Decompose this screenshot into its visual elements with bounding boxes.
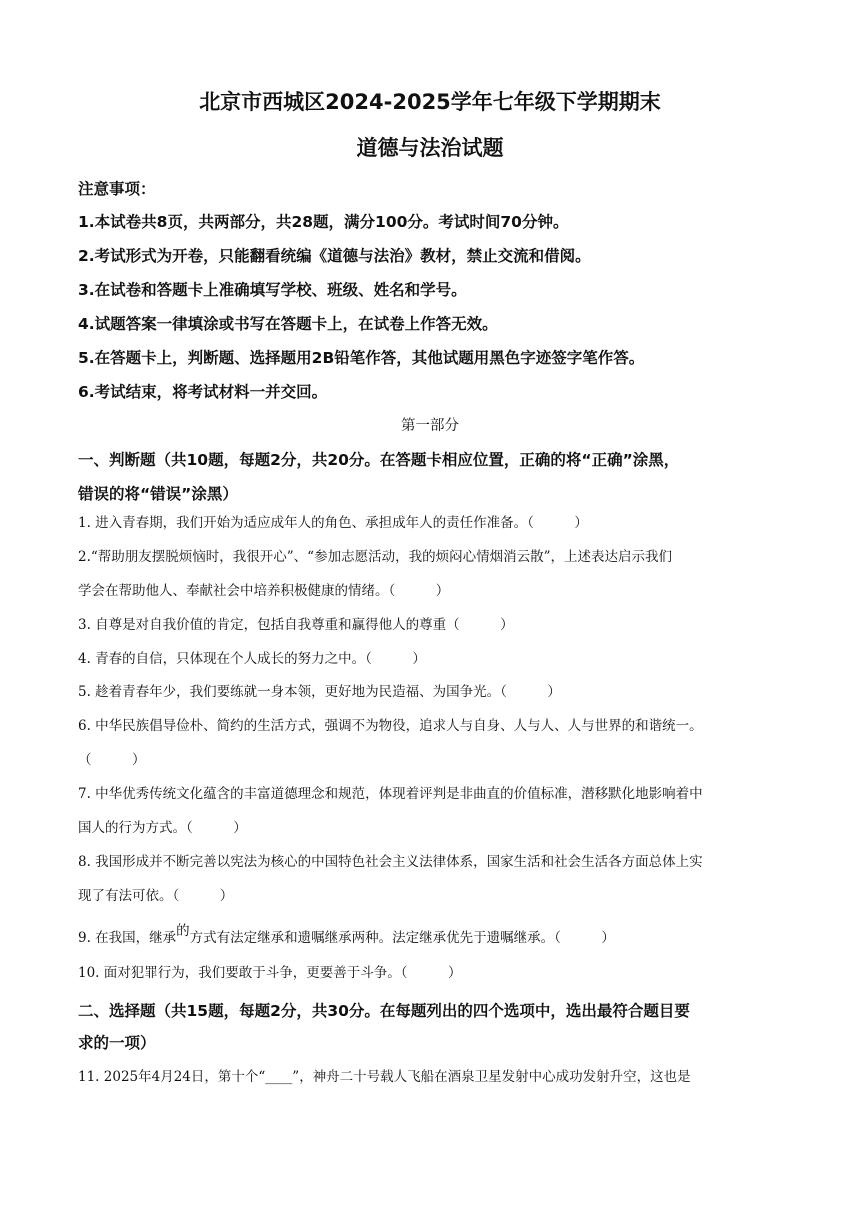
question-7: 7. 中华优秀传统文化蕴含的丰富道德理念和规范，体现着评判是非曲直的价值标准，潜移默化地影响着中 — [78, 786, 703, 802]
note-item: 2.考试形式为开卷，只能翻看统编《道德与法治》教材，禁止交流和借阅。 — [78, 247, 591, 265]
note-item: 4.试题答案一律填涂或书写在答题卡上，在试卷上作答无效。 — [78, 315, 498, 333]
question-11: 11. 2025年4月24日，第十个“____”，神舟二十号载人飞船在酒泉卫星发射中心成功发射升空，这也是 — [78, 1069, 691, 1085]
section-one-heading-cont: 错误的将“错误”涂黑） — [78, 485, 238, 503]
question-2-cont: 学会在帮助他人、奉献社会中培养积极健康的情绪。（ ） — [78, 583, 450, 599]
question-5: 5. 趁着青春年少，我们要练就一身本领，更好地为民造福、为国争光。（ ） — [78, 684, 561, 700]
notes-heading: 注意事项： — [78, 180, 156, 198]
question-9-part-b: 方式有法定继承和遗嘱继承两种。法定继承优先于遗嘱继承。（ ） — [189, 930, 615, 946]
section-two-heading-cont: 求的一项） — [78, 1034, 156, 1052]
part-one-label: 第一部分 — [401, 418, 459, 434]
exam-subtitle: 道德与法治试题 — [356, 136, 504, 160]
note-item: 1.本试卷共8页，共两部分，共28题，满分100分。考试时间70分钟。 — [78, 213, 569, 231]
question-6: 6. 中华民族倡导俭朴、简约的生活方式，强调不为物役，追求人与自身、人与人、人与世界的和谐统一。 — [78, 718, 703, 734]
question-4: 4. 青春的自信，只体现在个人成长的努力之中。（ ） — [78, 651, 426, 667]
question-9-raised-char: 的 — [176, 923, 190, 939]
note-item: 3.在试卷和答题卡上准确填写学校、班级、姓名和学号。 — [78, 281, 467, 299]
exam-title: 北京市西城区2024-2025学年七年级下学期期末 — [199, 90, 661, 114]
question-9-part-a: 9. 在我国，继承 — [78, 930, 177, 946]
question-9 — [78, 922, 778, 955]
question-8-cont: 现了有法可依。（ ） — [78, 888, 234, 904]
note-item: 5.在答题卡上，判断题、选择题用2B铅笔作答，其他试题用黑色字迹签字笔作答。 — [78, 349, 645, 367]
question-6-cont: （ ） — [78, 752, 146, 768]
note-item: 6.考试结束，将考试材料一并交回。 — [78, 383, 328, 401]
question-10: 10. 面对犯罪行为，我们要敢于斗争，更要善于斗争。（ ） — [78, 965, 462, 981]
question-1: 1. 进入青春期，我们开始为适应成年人的角色、承担成年人的责任作准备。（ ） — [78, 515, 588, 531]
question-3: 3. 自尊是对自我价值的肯定，包括自我尊重和赢得他人的尊重（ ） — [78, 617, 514, 633]
section-one-heading: 一、判断题（共10题，每题2分，共20分。在答题卡相应位置，正确的将“正确”涂黑， — [78, 451, 680, 469]
question-8: 8. 我国形成并不断完善以宪法为核心的中国特色社会主义法律体系，国家生活和社会生活各方面总体上实 — [78, 854, 703, 870]
section-two-heading: 二、选择题（共15题，每题2分，共30分。在每题列出的四个选项中，选出最符合题目要 — [78, 1002, 690, 1020]
question-7-cont: 国人的行为方式。（ ） — [78, 820, 247, 836]
question-2: 2.“帮助朋友摆脱烦恼时，我很开心”、“参加志愿活动，我的烦闷心情烟消云散”，上述表达启示我们 — [78, 549, 672, 565]
